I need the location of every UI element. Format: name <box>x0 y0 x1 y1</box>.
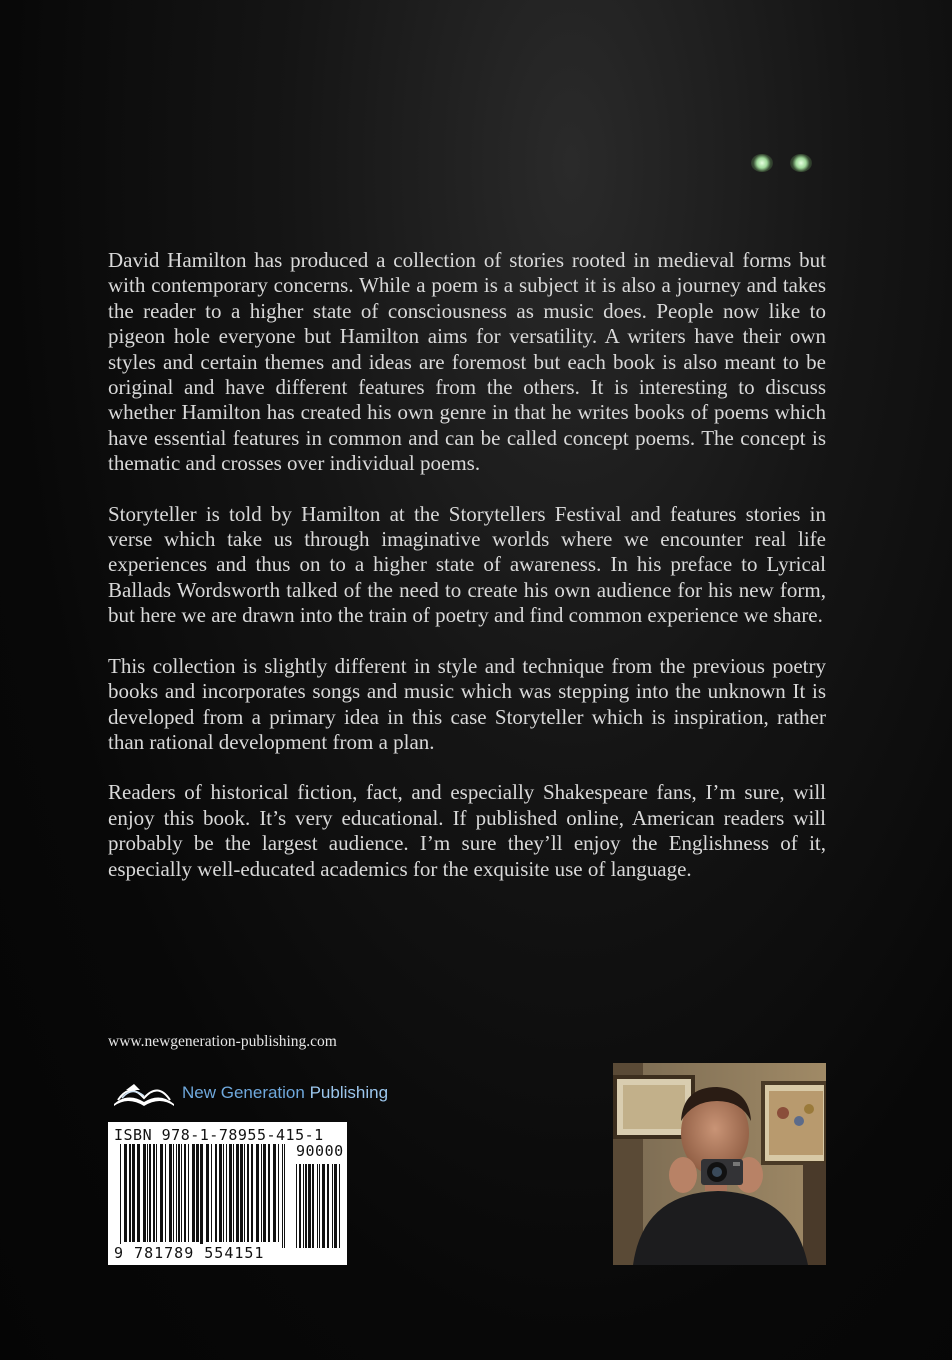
glowing-eye-left <box>751 154 773 172</box>
blurb-paragraph-4: Readers of historical fiction, fact, and especially Shakespeare fans, I’m sure, will enjoy this book. It’s very educational. If published online, American readers will probably be the largest audience. I’m sure they’ll enjoy the Englishness of it, especially well-educated academics for the exquisite use of language. <box>108 780 826 881</box>
publisher-logo <box>112 1078 388 1108</box>
publisher-website: www.newgeneration-publishing.com <box>108 1033 337 1050</box>
barcode-bars <box>114 1144 342 1256</box>
barcode-addon-number: 90000 <box>296 1142 344 1160</box>
blurb-paragraph-2: Storyteller is told by Hamilton at the Storytellers Festival and features stories in verse which take us through imaginative worlds where we encounter real life experiences and thus on to a higher state of awareness. In his preface to Lyrical Ballads Wordsworth talked of the need to create his own audience for his new form, but here we are drawn into the train of poetry and find common experience we share. <box>108 501 826 628</box>
author-photo <box>613 1063 826 1265</box>
glowing-eye-right <box>790 154 812 172</box>
isbn-number: ISBN 978-1-78955-415-1 <box>114 1126 324 1144</box>
barcode-digits: 9 781789 554151 <box>114 1244 265 1262</box>
blurb-paragraph-1: David Hamilton has produced a collection of stories rooted in medieval forms but with contemporary concerns. While a poem is a subject it is also a journey and takes the reader to a higher state of consciousness as music does. People now like to pigeon hole everyone but Hamilton aims for versatility. A writers have their own styles and certain themes and ideas are foremost but each book is also meant to be original and have different features from the others. It is interesting to discuss whether Hamilton has created his own genre in that he writes books of poems which have essential features in common and can be called concept poems. The concept is thematic and crosses over individual poems. <box>108 248 826 476</box>
blurb-text <box>108 248 826 907</box>
publisher-name: New Generation Publishing <box>182 1083 389 1102</box>
open-book-icon <box>112 1078 176 1108</box>
isbn-barcode <box>108 1122 347 1265</box>
blurb-paragraph-3: This collection is slightly different in style and technique from the previous poetry books and incorporates songs and music which was stepping into the unknown It is developed from a primary idea in this case Storyteller which is inspiration, rather than rational development from a plan. <box>108 653 826 754</box>
